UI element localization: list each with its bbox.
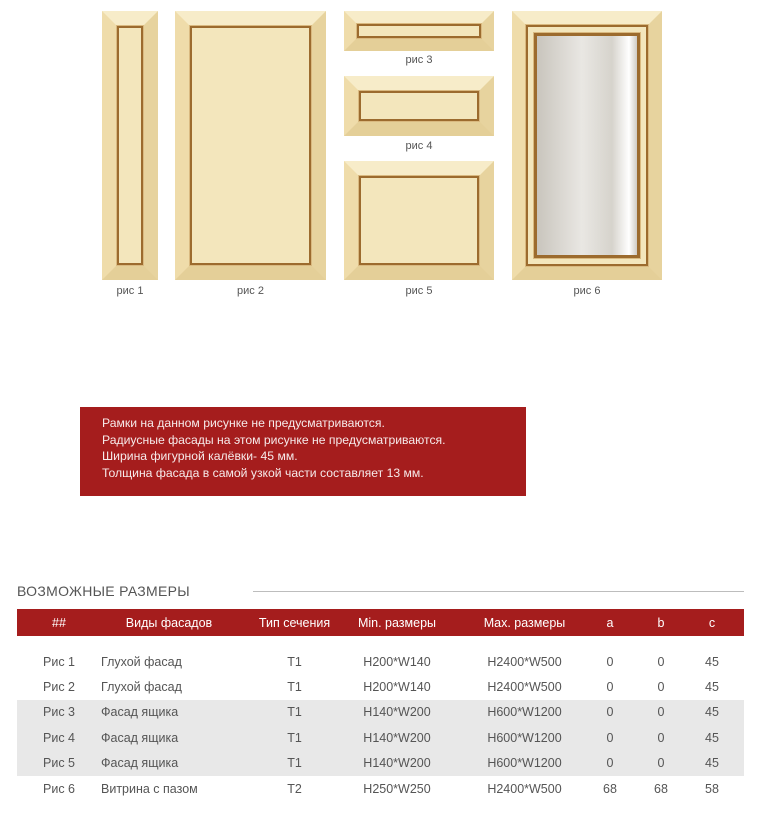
sizes-table: [17, 609, 744, 801]
row-min-size: H140*W200: [363, 730, 431, 745]
row-b: 0: [657, 680, 665, 695]
facade-figure-5: [344, 161, 494, 280]
row-section-type: Т1: [287, 730, 302, 745]
row-num: Рис 6: [43, 781, 75, 796]
table-row: [17, 674, 744, 699]
facade-figure-3: [344, 11, 494, 51]
row-num: Рис 2: [43, 680, 75, 695]
figure-caption-3: рис 3: [405, 54, 433, 66]
row-a: 0: [606, 654, 614, 669]
row-facade-type: Глухой фасад: [101, 680, 182, 695]
section-title: ВОЗМОЖНЫЕ РАЗМЕРЫ: [17, 583, 190, 599]
row-section-type: Т1: [287, 680, 302, 695]
row-facade-type: Фасад ящика: [101, 756, 179, 771]
row-b: 0: [657, 705, 665, 720]
row-a: 0: [606, 730, 614, 745]
table-row: [17, 725, 744, 750]
row-b: 0: [657, 654, 665, 669]
glass-pane: [534, 33, 640, 258]
row-max-size: H600*W1200: [487, 705, 562, 720]
table-row: [17, 751, 744, 776]
row-min-size: H250*W250: [363, 781, 431, 796]
row-a: 0: [606, 756, 614, 771]
row-facade-type: Фасад ящика: [101, 705, 179, 720]
notice-box: [80, 407, 526, 496]
row-facade-type: Витрина с пазом: [101, 781, 198, 796]
row-a: 68: [603, 781, 617, 796]
row-b: 0: [657, 730, 665, 745]
row-num: Рис 5: [43, 756, 75, 771]
notice-line-3: Ширина фигурной калёвки- 45 мм.: [102, 449, 298, 463]
header-facade-type: Виды фасадов: [125, 615, 213, 630]
row-c: 45: [705, 705, 719, 720]
notice-line-4: Толщина фасада в самой узкой части составляет 13 мм.: [102, 465, 424, 480]
row-min-size: H200*W140: [363, 680, 431, 695]
facade-figure-2: [175, 11, 326, 280]
row-b: 68: [654, 781, 668, 796]
notice-line-2: Радиусные фасады на этом рисунке не предусматриваются.: [102, 432, 446, 447]
header-b: b: [657, 615, 665, 630]
table-header: [17, 609, 744, 636]
row-num: Рис 1: [43, 654, 75, 669]
row-section-type: Т1: [287, 705, 302, 720]
row-a: 0: [606, 705, 614, 720]
row-section-type: Т2: [287, 781, 302, 796]
row-c: 45: [705, 680, 719, 695]
figure-caption-6: рис 6: [573, 285, 601, 297]
header-min-size: Min. размеры: [357, 615, 437, 630]
header-a: a: [606, 615, 614, 630]
header-num: ##: [52, 615, 66, 630]
notice-line-1: Рамки на данном рисунке не предусматриваются.: [102, 416, 385, 430]
facade-figure-1: [102, 11, 158, 280]
row-section-type: Т1: [287, 756, 302, 771]
figure-caption-1: рис 1: [116, 285, 144, 297]
row-facade-type: Фасад ящика: [101, 730, 179, 745]
row-c: 45: [705, 730, 719, 745]
table-body: [17, 636, 744, 801]
row-c: 58: [705, 781, 719, 796]
row-max-size: H600*W1200: [487, 730, 562, 745]
figure-caption-2: рис 2: [237, 285, 264, 297]
row-min-size: H200*W140: [363, 654, 431, 669]
row-num: Рис 3: [43, 705, 75, 720]
section-divider: [253, 591, 744, 592]
row-b: 0: [657, 756, 665, 771]
figure-caption-5: рис 5: [405, 285, 433, 297]
table-row: [17, 649, 744, 674]
row-c: 45: [705, 654, 719, 669]
row-a: 0: [606, 680, 614, 695]
row-min-size: H140*W200: [363, 705, 431, 720]
row-min-size: H140*W200: [363, 756, 431, 771]
facade-figure-6: [512, 11, 662, 280]
row-max-size: H2400*W500: [487, 680, 562, 695]
header-section-type: Тип сечения: [258, 615, 331, 630]
row-max-size: H2400*W500: [487, 654, 562, 669]
row-facade-type: Глухой фасад: [101, 654, 182, 669]
table-row: [17, 776, 744, 801]
table-row: [17, 700, 744, 725]
row-num: Рис 4: [43, 730, 75, 745]
row-max-size: H600*W1200: [487, 756, 562, 771]
row-c: 45: [705, 756, 719, 771]
header-max-size: Max. размеры: [483, 615, 566, 630]
row-max-size: H2400*W500: [487, 781, 562, 796]
facade-figure-4: [344, 76, 494, 136]
row-section-type: Т1: [287, 654, 302, 669]
figure-caption-4: рис 4: [405, 140, 433, 152]
header-c: c: [708, 615, 716, 630]
